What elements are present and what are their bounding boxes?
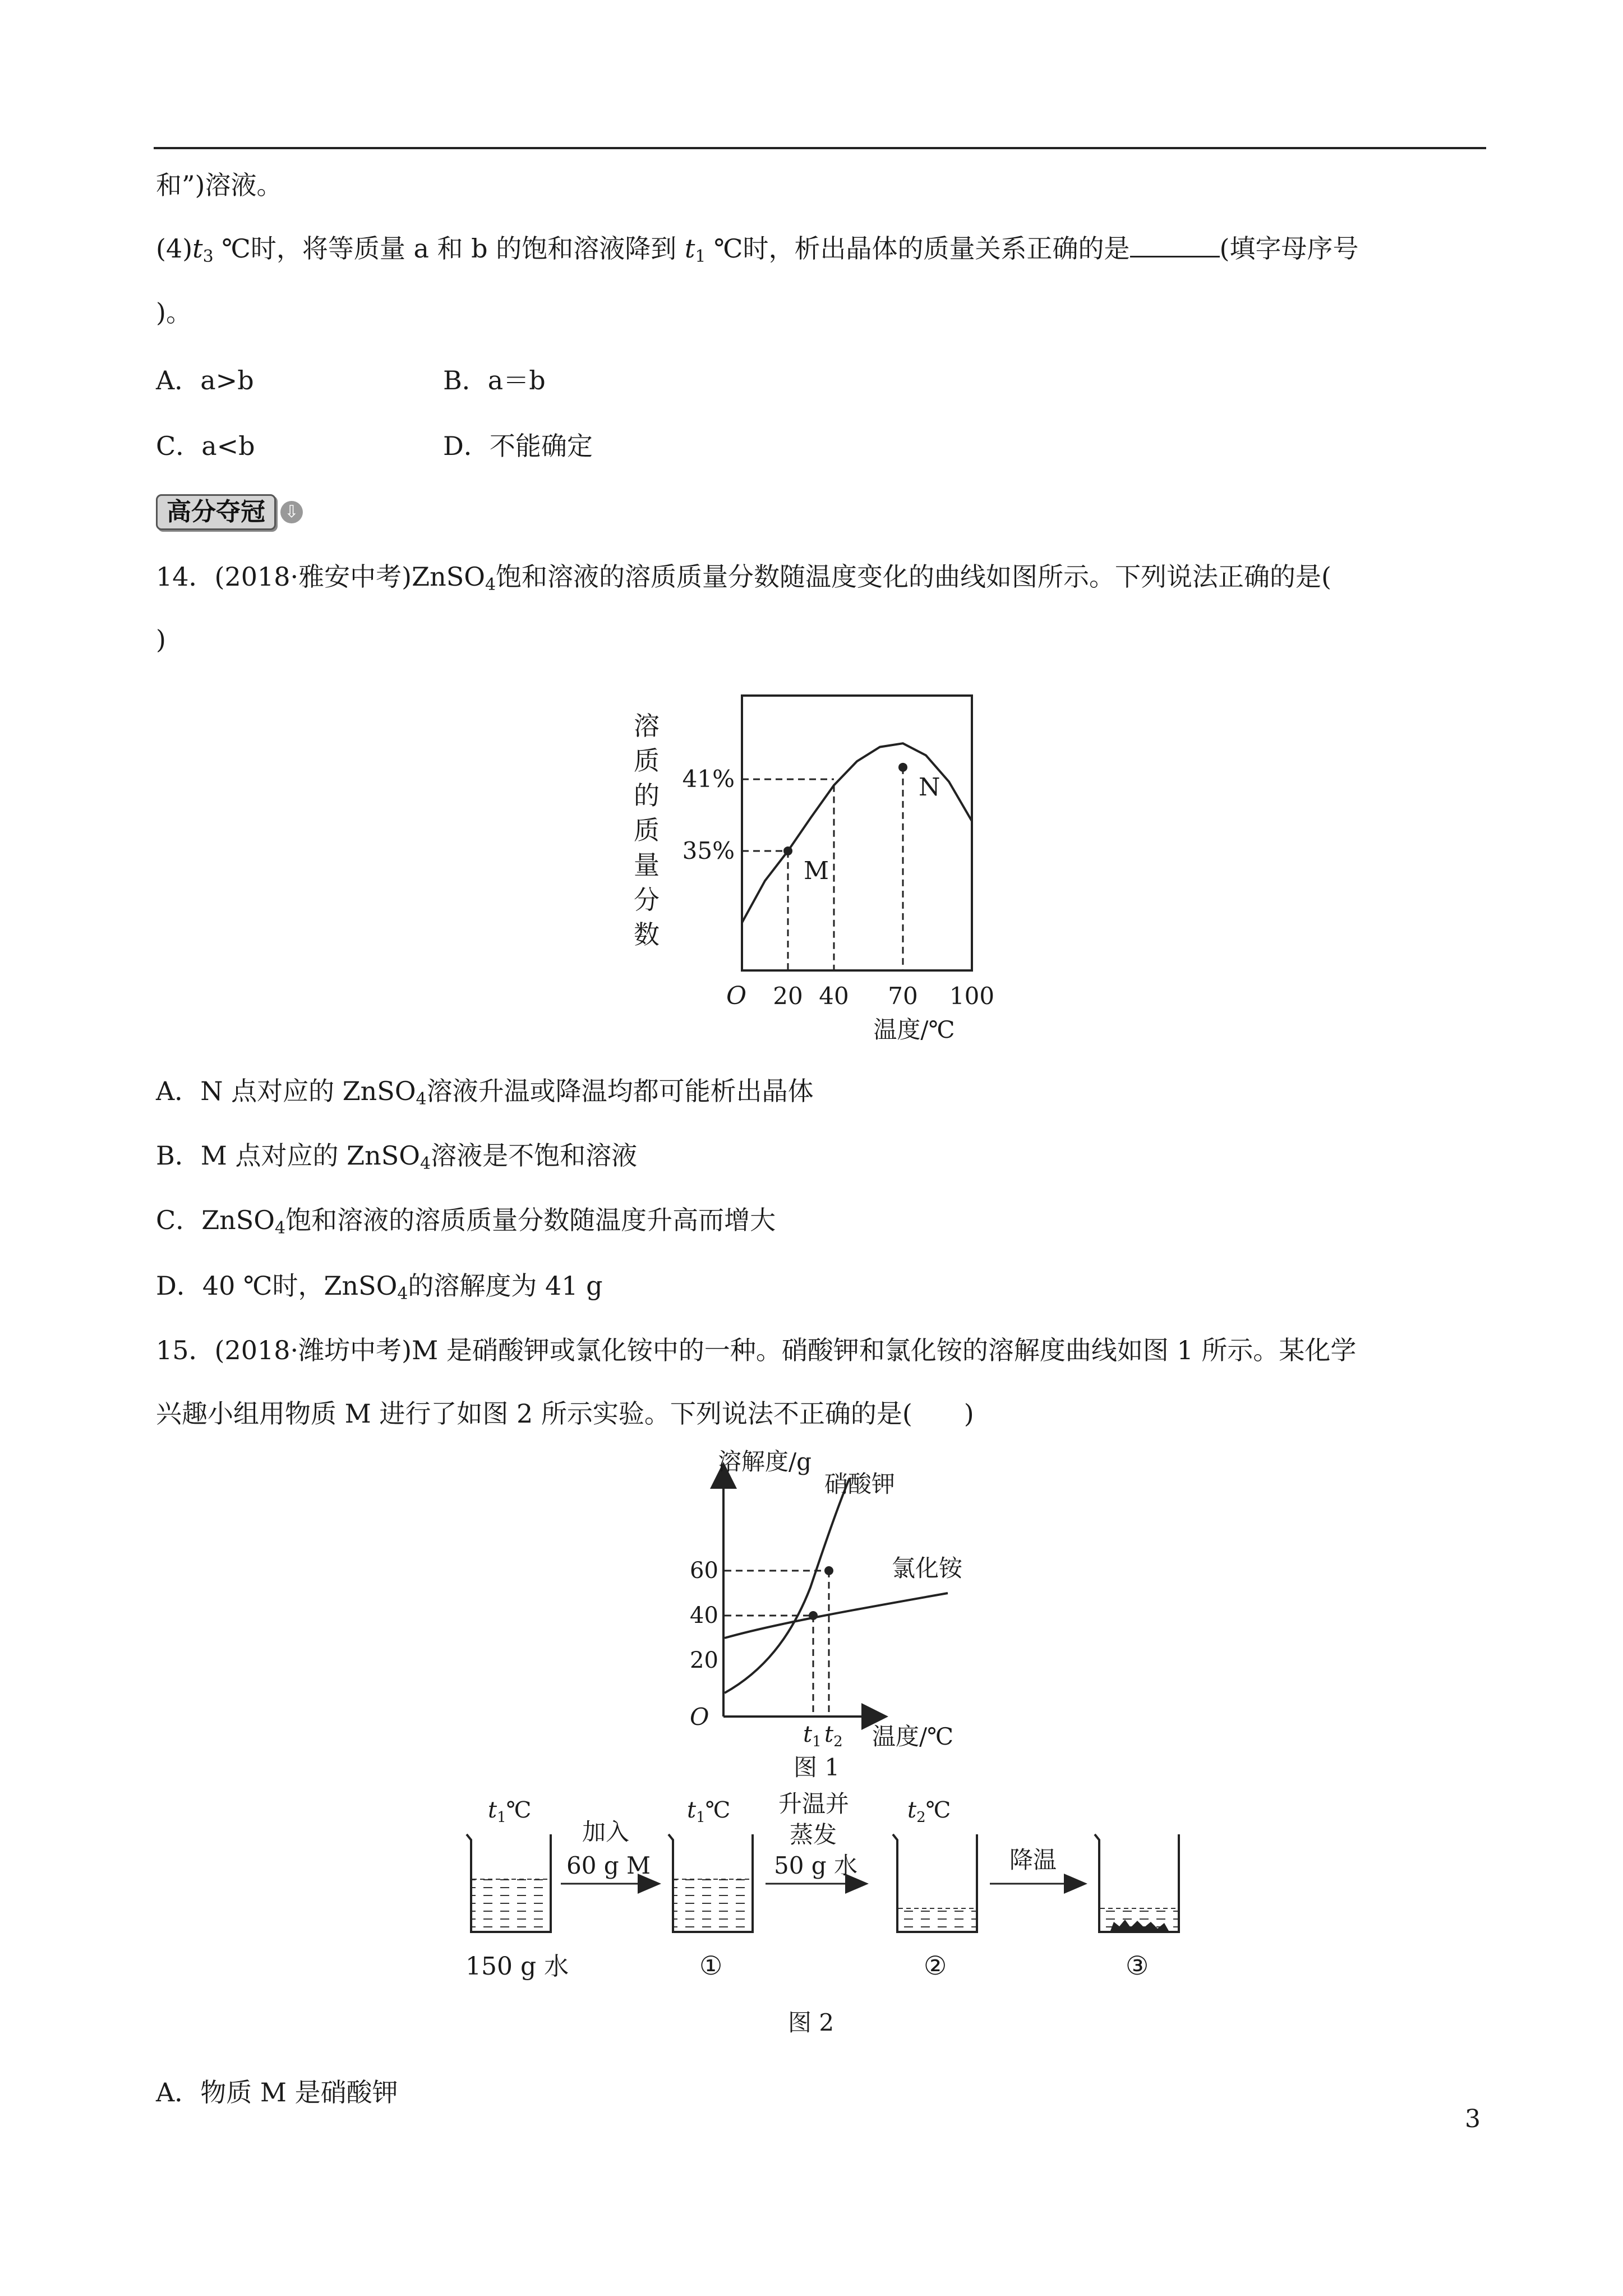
chart-1-point-label: N — [919, 772, 940, 802]
arrow-add-m-amount: 60 g M — [566, 1852, 651, 1879]
chart-2-ytick: 20 — [690, 1648, 718, 1673]
section-badge — [156, 494, 303, 531]
chart-1 — [606, 679, 1009, 1049]
data-point — [824, 1566, 833, 1575]
figure-1-caption: 图 1 — [794, 1754, 840, 1778]
chart-1-ylabel — [634, 711, 660, 950]
chart-1-ylabel-char: 分 — [634, 885, 660, 915]
beaker-3-label: ③ — [1126, 1950, 1149, 1981]
arrow-heat-label-3: 50 g 水 — [774, 1852, 858, 1879]
chart-1-xtick: 20 — [773, 982, 803, 1010]
beaker-2-label: ② — [924, 1950, 947, 1981]
chart-1-xtick: 100 — [949, 982, 995, 1010]
q14-option-c: C．ZnSO$_4$饱和溶液的溶质质量分数随温度升高而增大 — [156, 1205, 776, 1238]
question-14-stem: 14．(2018·雅安中考)ZnSO$_4$饱和溶液的溶质质量分数随温度变化的曲线如图所示。下列说法正确的是( — [156, 562, 1331, 595]
option-c: C．a<b — [156, 431, 255, 461]
beaker-1-label: ① — [699, 1950, 723, 1981]
question-4-line: $(4)t_3$ ℃时，将等质量 a 和 b 的饱和溶液降到 $t_1$ ℃时，析出晶体的质量关系正确的是 (填字母序号 — [156, 233, 1359, 266]
chart-2-xtick-t1: $t_1$ — [803, 1722, 822, 1750]
series-label-ammonium-chloride: 氯化铵 — [892, 1554, 963, 1582]
chart-2-ytick: 60 — [690, 1558, 718, 1584]
q15-option-a: A．物质 M 是硝酸钾 — [156, 2077, 398, 2108]
arrow-add-m-label: 加入 — [582, 1818, 630, 1846]
chart-2-ylabel: 溶解度/g — [718, 1448, 812, 1475]
option-b: B．a＝b — [443, 365, 546, 395]
chart-2-ytick: 40 — [690, 1603, 718, 1628]
beaker-start — [465, 1797, 569, 1981]
figure-2 — [449, 1789, 1223, 2042]
text-line: 和”)溶液。 — [156, 170, 283, 200]
arrow-heat-label-2: 蒸发 — [790, 1821, 837, 1848]
question-15-stem-1: 15．(2018·潍坊中考)M 是硝酸钾或氯化铵中的一种。硝酸钾和氯化铵的溶解度曲线如图 1 所示。某化学 — [156, 1335, 1357, 1365]
q14-option-d: D．40 ℃时，ZnSO$_4$的溶解度为 41 g — [156, 1271, 603, 1304]
beaker-3 — [1095, 1834, 1179, 1981]
chart-1-point — [898, 763, 907, 772]
beaker-2-temp: $t_2℃$ — [907, 1797, 951, 1826]
figure-2-caption: 图 2 — [788, 2009, 834, 2036]
chart-1-xtick: 70 — [888, 982, 918, 1010]
option-a: A．a>b — [156, 365, 254, 395]
option-d: D．不能确定 — [443, 431, 593, 461]
q14-option-b: B．M 点对应的 ZnSO$_4$溶液是不饱和溶液 — [156, 1140, 638, 1174]
chart-1-ylabel-char: 数 — [634, 919, 660, 950]
page-number: 3 — [1465, 2105, 1481, 2133]
arrow-heat-label-1: 升温并 — [778, 1790, 850, 1818]
chart-1-ylabel-char: 溶 — [634, 711, 660, 741]
question-4-end: )。 — [156, 297, 192, 328]
chart-1-xtick: 40 — [819, 982, 849, 1010]
series-label-potassium-nitrate: 硝酸钾 — [824, 1470, 896, 1498]
q14-option-a: A．N 点对应的 ZnSO$_4$溶液升温或降温均都可能析出晶体 — [156, 1076, 814, 1109]
chart-1-ylabel-char: 质 — [634, 815, 660, 845]
question-14-paren: ) — [156, 624, 166, 655]
chart-2-xtick-t2: $t_2$ — [824, 1722, 843, 1750]
chart-1-point-label: M — [804, 856, 829, 885]
arrow-cool-label: 降温 — [1009, 1846, 1057, 1874]
beaker-start-label: 150 g 水 — [465, 1952, 569, 1981]
down-arrow-icon: ⇩ — [280, 501, 303, 523]
chart-1-frame — [742, 696, 972, 970]
series-ammonium-chloride-curve — [725, 1593, 948, 1638]
beaker-1-temp: $t_1℃$ — [687, 1797, 731, 1826]
chart-2-xlabel: 温度/℃ — [872, 1723, 954, 1750]
answer-blank — [1130, 233, 1220, 257]
header-rule — [154, 147, 1486, 149]
chart-1-origin: O — [726, 982, 747, 1010]
chart-1-xlabel: 温度/℃ — [873, 1016, 955, 1043]
series-potassium-nitrate-curve — [725, 1478, 850, 1693]
chart-1-ytick: 35% — [682, 836, 735, 864]
section-badge-label: 高分夺冠 — [156, 494, 276, 530]
chart-2-origin: O — [690, 1703, 709, 1731]
chart-1-point — [783, 846, 792, 855]
beaker-1 — [668, 1797, 753, 1981]
chart-2 — [673, 1447, 1021, 1778]
chart-1-ylabel-char: 量 — [634, 850, 660, 880]
chart-1-ytick: 41% — [682, 765, 735, 793]
intersection-point — [809, 1611, 818, 1620]
beaker-2 — [893, 1797, 977, 1981]
chart-1-curve — [742, 743, 972, 923]
question-15-stem-2: 兴趣小组用物质 M 进行了如图 2 所示实验。下列说法不正确的是( ) — [156, 1398, 974, 1429]
beaker-start-temp: $t_1℃$ — [488, 1797, 532, 1826]
chart-1-ylabel-char: 的 — [634, 780, 660, 811]
chart-1-ylabel-char: 质 — [634, 746, 660, 776]
